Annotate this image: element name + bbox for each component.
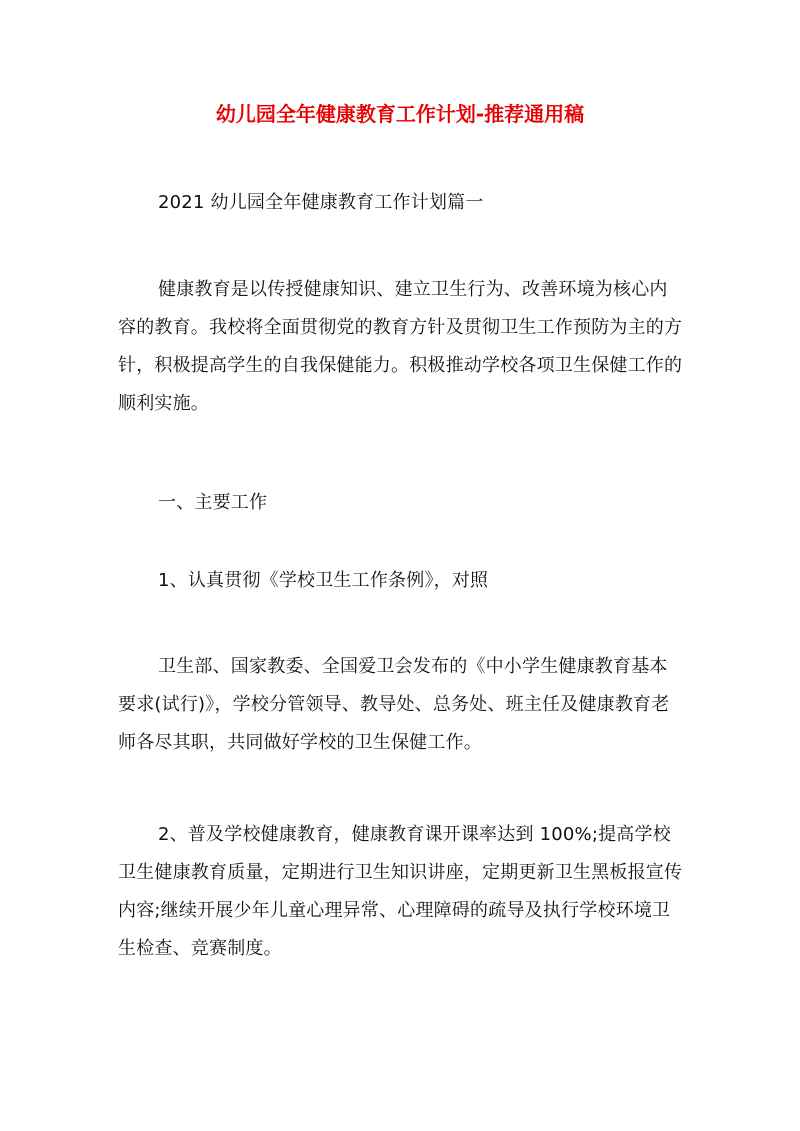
work-item-1: 1、认真贯彻《学校卫生工作条例》，对照 (158, 570, 489, 591)
section-heading-plan-one: 2021 幼儿园全年健康教育工作计划篇一 (158, 192, 484, 213)
intro-paragraph: 健康教育是以传授健康知识、建立卫生行为、改善环境为核心内容的教育。我校将全面贯彻党的教育方针及贯彻卫生工作预防为主的方针，积极提高学生的自我保健能力。积极推动学校各项卫生保健工作的顺利实施。 (118, 279, 683, 414)
work-item-1-detail: 卫生部、国家教委、全国爱卫会发布的《中小学生健康教育基本要求(试行)》，学校分管领导、教导处、总务处、班主任及健康教育老师各尽其职，共同做好学校的卫生保健工作。 (118, 656, 670, 753)
work-item-2: 2、普及学校健康教育，健康教育课开课率达到 100%;提高学校卫生健康教育质量，定期进行卫生知识讲座，定期更新卫生黑板报宣传内容;继续开展少年儿童心理异常、心理障碍的疏导及执行学校环境卫生检查、竞赛制度。 (118, 824, 683, 959)
section-heading-main-work: 一、主要工作 (158, 492, 268, 513)
document-title: 幼儿园全年健康教育工作计划-推荐通用稿 (215, 102, 585, 126)
